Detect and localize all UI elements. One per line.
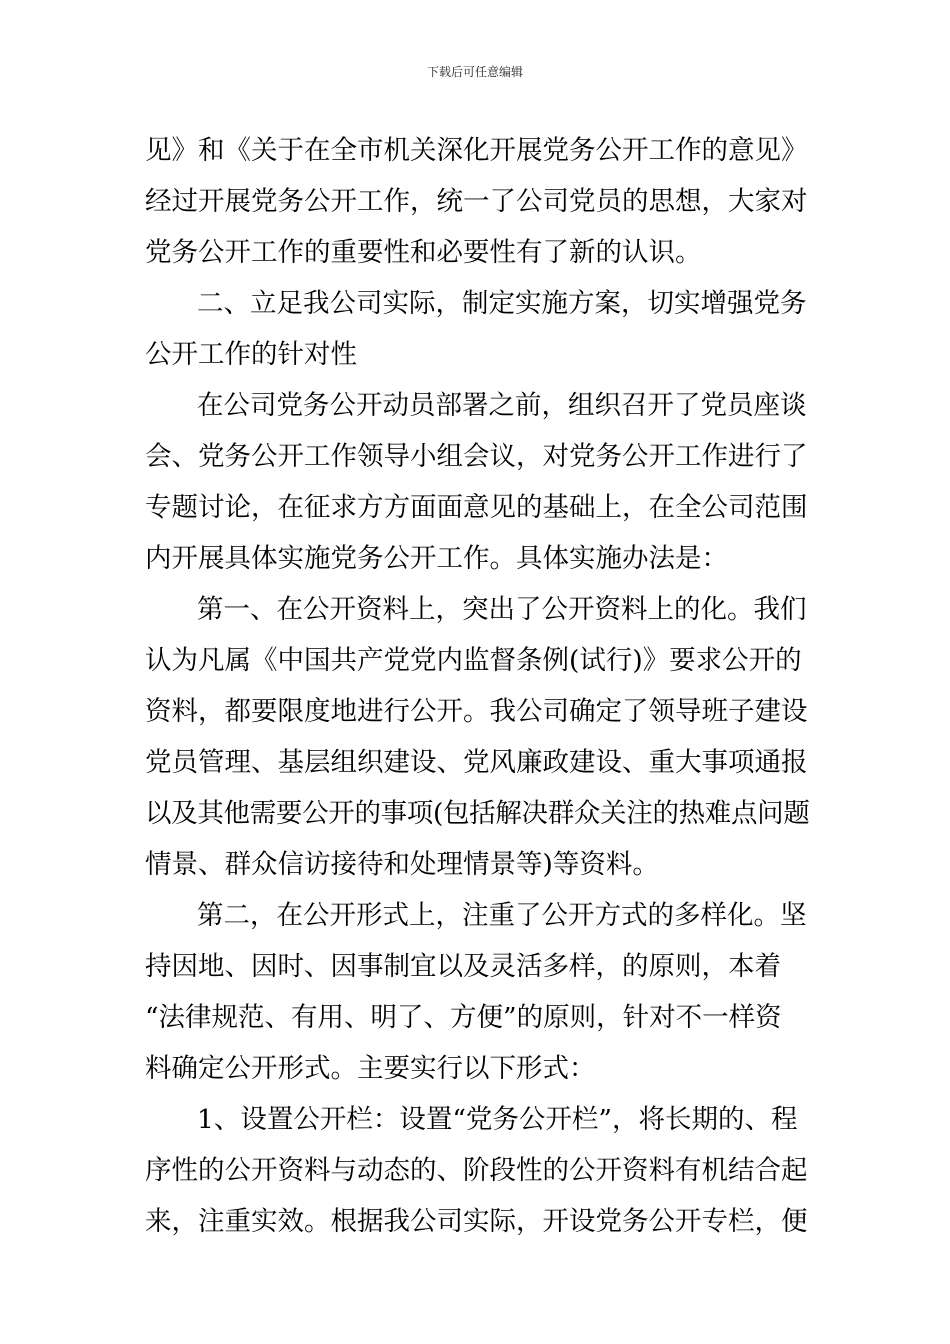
document-body xyxy=(145,125,810,1247)
text-line: 经过开展党务公开工作，统一了公司党员的思想，大家对 xyxy=(145,186,808,217)
section-heading-line: 公开工作的针对性 xyxy=(145,339,357,370)
text-line: 1、设置公开栏：设置“党务公开栏”，将长期的、程 xyxy=(197,1104,798,1135)
text-line: 情景、群众信访接待和处理情景等)等资料。 xyxy=(145,849,659,880)
text-line: “法律规范、有用、明了、方便”的原则，针对不一样资 xyxy=(145,1002,782,1033)
text-line: 在公司党务公开动员部署之前，组织召开了党员座谈 xyxy=(197,390,807,421)
text-line: 认为凡属《中国共产党党内监督条例(试行)》要求公开的 xyxy=(145,645,802,676)
text-line: 见》和《关于在全市机关深化开展党务公开工作的意见》 xyxy=(145,135,808,166)
text-line: 专题讨论，在征求方方面面意见的基础上，在全公司范围 xyxy=(145,492,808,523)
text-line: 会、党务公开工作领导小组会议，对党务公开工作进行了 xyxy=(145,441,808,472)
text-line: 第二，在公开形式上，注重了公开方式的多样化。坚 xyxy=(197,900,807,931)
text-line: 内开展具体实施党务公开工作。具体实施办法是： xyxy=(145,543,728,574)
text-line: 以及其他需要公开的事项(包括解决群众关注的热难点问题 xyxy=(145,798,810,829)
text-line: 党员管理、基层组织建设、党风廉政建设、重大事项通报 xyxy=(145,747,808,778)
text-line: 第一、在公开资料上，突出了公开资料上的化。我们 xyxy=(197,594,807,625)
text-line: 来，注重实效。根据我公司实际，开设党务公开专栏，便 xyxy=(145,1206,808,1237)
text-line: 序性的公开资料与动态的、阶段性的公开资料有机结合起 xyxy=(145,1155,808,1186)
text-line: 料确定公开形式。主要实行以下形式： xyxy=(145,1053,596,1084)
text-line: 资料，都要限度地进行公开。我公司确定了领导班子建设 xyxy=(145,696,808,727)
page-header: 下载后可任意编辑 xyxy=(426,65,523,79)
text-line: 党务公开工作的重要性和必要性有了新的认识。 xyxy=(145,237,702,268)
text-line: 持因地、因时、因事制宜以及灵活多样，的原则，本着 xyxy=(145,951,781,982)
section-heading-line: 二、立足我公司实际，制定实施方案，切实增强党务 xyxy=(197,288,807,319)
